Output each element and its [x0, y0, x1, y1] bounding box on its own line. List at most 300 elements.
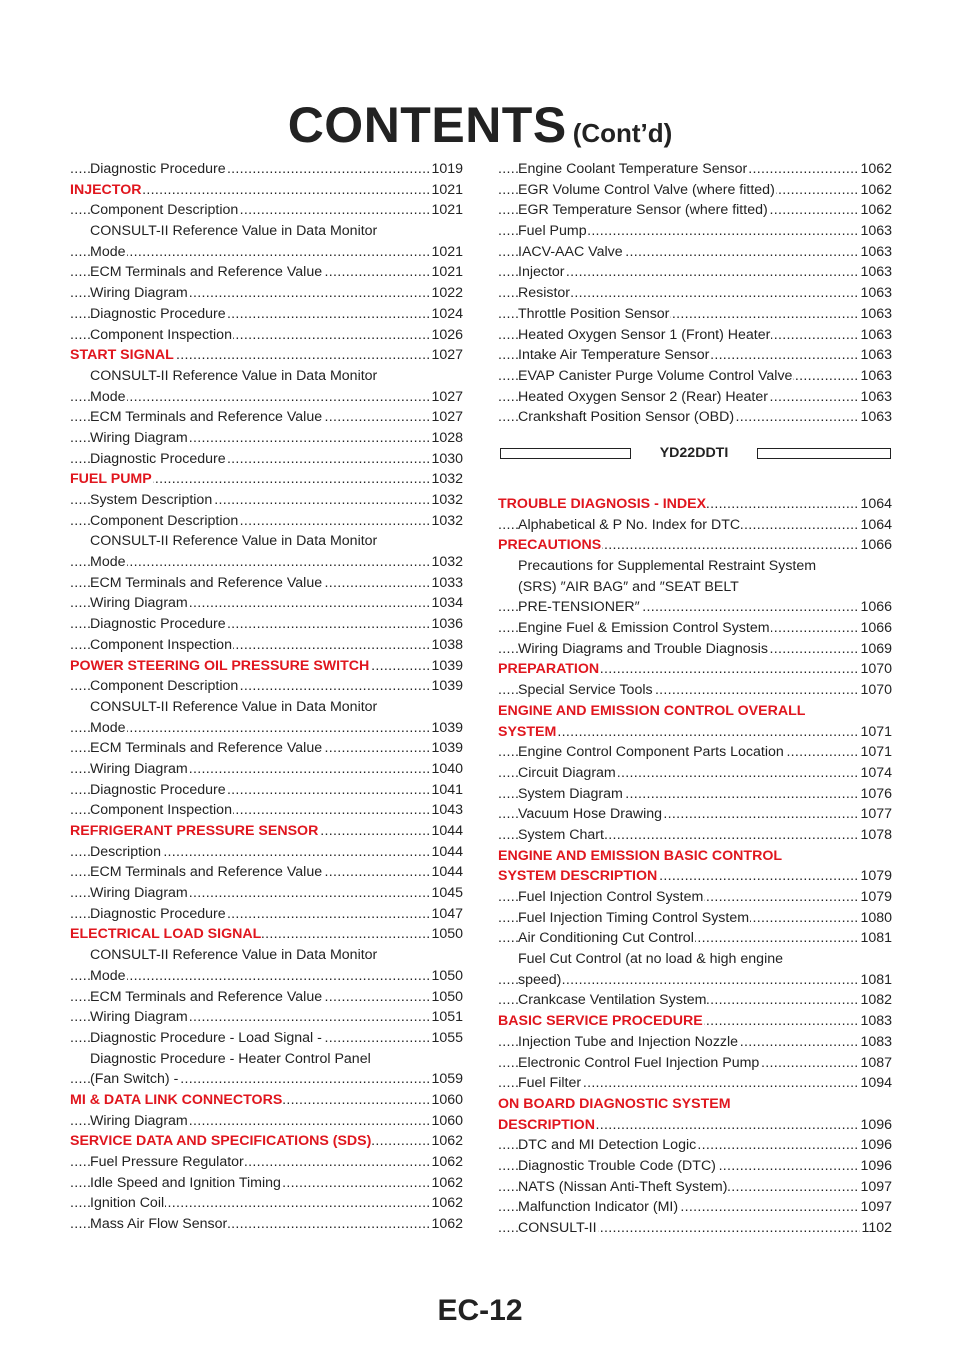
toc-entry-page: 1039 — [430, 718, 463, 739]
toc-entry-title: Engine Coolant Temperature Sensor — [518, 161, 748, 177]
toc-entry — [70, 428, 463, 449]
toc-entry-title: Crankcase Ventilation System — [518, 992, 707, 1009]
toc-entry — [70, 1069, 463, 1090]
toc-entry — [498, 304, 892, 325]
toc-entry — [70, 738, 463, 759]
toc-entry-page: 1032 — [430, 511, 463, 532]
toc-section-entry[interactable] — [70, 821, 463, 842]
toc-entry-title: ECM Terminals and Reference Value — [90, 574, 323, 591]
toc-entry-title: FUEL PUMP — [70, 471, 152, 488]
toc-entry — [498, 283, 892, 304]
toc-section-entry[interactable] — [498, 1115, 892, 1136]
toc-entry-title: PRE-TENSIONER″ — [518, 599, 640, 616]
toc-entry-title: Fuel Pressure Regulator — [90, 1154, 244, 1170]
toc-entry-title: Electronic Control Fuel Injection Pump — [518, 1054, 760, 1071]
toc-entry — [498, 804, 892, 825]
toc-entry — [70, 614, 463, 635]
toc-entry-title: START SIGNAL — [70, 347, 174, 364]
toc-entry-title: (SRS) ″AIR BAG″ and ″SEAT BELT — [518, 578, 739, 595]
toc-entry-title: ECM Terminals and Reference Value — [90, 409, 323, 426]
toc-entry — [498, 990, 892, 1011]
toc-entry — [70, 200, 463, 221]
toc-entry-page: 1066 — [859, 597, 892, 618]
toc-entry-page: 1041 — [430, 780, 463, 801]
toc-section-entry[interactable] — [498, 846, 892, 867]
toc-entry-title: Throttle Position Sensor — [518, 305, 670, 322]
toc-entry-title: Description — [90, 843, 161, 860]
toc-entry-page: 1102 — [860, 1218, 892, 1239]
toc-entry-page: 1036 — [430, 614, 463, 635]
toc-entry — [498, 887, 892, 908]
toc-entry-title: Special Service Tools — [518, 682, 653, 699]
toc-entry-page: 1021 — [430, 262, 463, 283]
toc-entry-title: SYSTEM — [498, 723, 557, 740]
toc-section-entry[interactable] — [498, 1011, 892, 1032]
toc-entry-page: 1070 — [859, 659, 892, 680]
toc-entry-page: 1080 — [859, 908, 892, 929]
toc-entry-page: 1070 — [859, 680, 892, 701]
toc-entry-page: 1045 — [430, 883, 463, 904]
toc-entry-title: Ignition Coil — [90, 1195, 165, 1212]
toc-entry-title: Mode — [90, 243, 126, 260]
toc-entry-page: 1081 — [859, 970, 892, 991]
toc-entry — [498, 1197, 892, 1218]
toc-entry-title: Engine Control Component Parts Location — [518, 744, 784, 761]
section-label: YD22DDTI — [659, 444, 729, 461]
toc-entry — [498, 242, 892, 263]
section-divider-right-bar — [757, 448, 891, 459]
toc-entry — [498, 325, 892, 346]
toc-entry-title: Wiring Diagrams and Trouble Diagnosis — [518, 640, 768, 657]
toc-entry-page: 1039 — [430, 656, 463, 677]
toc-entry-page: 1064 — [859, 494, 892, 515]
toc-entry-page: 1063 — [859, 407, 892, 428]
toc-entry-page: 1094 — [859, 1073, 892, 1094]
toc-entry — [498, 1218, 892, 1239]
toc-entry — [498, 159, 892, 180]
toc-section-entry[interactable] — [70, 469, 463, 490]
toc-entry-page: 1087 — [859, 1053, 892, 1074]
toc-section-entry[interactable] — [70, 656, 463, 677]
toc-entry-page: 1083 — [859, 1032, 892, 1053]
toc-entry-title: EGR Volume Control Valve (where fitted) — [518, 181, 775, 198]
toc-entry — [498, 784, 892, 805]
toc-entry — [70, 552, 463, 573]
toc-section-entry[interactable] — [498, 701, 892, 722]
toc-entry — [70, 987, 463, 1008]
toc-entry-title: CONSULT-II — [518, 1220, 597, 1236]
toc-entry-title: Diagnostic Procedure - Heater Control Panel — [90, 1050, 371, 1067]
toc-entry-page: 1097 — [859, 1177, 892, 1198]
toc-entry-page: 1062 — [430, 1214, 463, 1235]
toc-entry — [70, 697, 463, 718]
toc-entry — [70, 635, 463, 656]
toc-entry-title: Fuel Filter — [518, 1075, 582, 1092]
toc-entry-title: EVAP Canister Purge Volume Control Valve — [518, 367, 793, 384]
toc-entry — [70, 511, 463, 532]
toc-entry-title: PRECAUTIONS — [498, 537, 602, 554]
toc-entry-page: 1083 — [859, 1011, 892, 1032]
toc-entry-title: Wiring Diagram — [90, 1009, 188, 1026]
toc-entry-page: 1055 — [430, 1028, 463, 1049]
toc-entry-page: 1034 — [430, 593, 463, 614]
toc-entry-page: 1021 — [430, 180, 463, 201]
toc-entry-page: 1064 — [859, 515, 892, 536]
toc-entry — [70, 1007, 463, 1028]
toc-entry-title: Resistor — [518, 285, 571, 302]
toc-entry — [498, 556, 892, 577]
toc-entry-page: 1063 — [859, 242, 892, 263]
toc-entry-title: ECM Terminals and Reference Value — [90, 988, 323, 1005]
toc-entry-title: Air Conditioning Cut Control — [518, 930, 694, 947]
toc-entry-page: 1071 — [859, 722, 892, 743]
toc-entry — [70, 780, 463, 801]
toc-entry-page: 1063 — [859, 221, 892, 242]
toc-entry — [498, 742, 892, 763]
toc-section-entry[interactable] — [70, 180, 463, 201]
toc-entry-title: Intake Air Temperature Sensor — [518, 347, 710, 364]
toc-entry-page: 1066 — [859, 535, 892, 556]
toc-entry — [498, 200, 892, 221]
toc-entry-title: SYSTEM DESCRIPTION — [498, 868, 658, 885]
toc-entry-title: ECM Terminals and Reference Value — [90, 264, 323, 281]
toc-entry-title: Diagnostic Procedure — [90, 616, 226, 633]
toc-entry-title: System Diagram — [518, 785, 623, 802]
toc-entry-page: 1062 — [430, 1131, 463, 1152]
toc-entry — [70, 573, 463, 594]
toc-entry — [498, 1156, 892, 1177]
toc-entry — [70, 1214, 463, 1235]
toc-entry-title: Wiring Diagram — [90, 285, 188, 302]
toc-entry — [70, 718, 463, 739]
toc-entry-page: 1079 — [859, 866, 892, 887]
toc-entry-title: Precautions for Supplemental Restraint System — [518, 558, 817, 574]
toc-entry-page: 1062 — [859, 159, 892, 180]
toc-entry-page: 1027 — [430, 345, 463, 366]
toc-entry — [70, 1193, 463, 1214]
toc-entry-page: 1039 — [430, 738, 463, 759]
toc-entry-title: speed) — [518, 971, 562, 988]
toc-entry-title: Component Inspection — [90, 326, 232, 343]
toc-entry-page: 1071 — [859, 742, 892, 763]
toc-entry-title: Fuel Cut Control (at no load & high engine — [518, 951, 783, 968]
toc-entry-page: 1044 — [430, 862, 463, 883]
toc-entry-title: CONSULT-II Reference Value in Data Monitor — [90, 367, 378, 384]
toc-entry-title: Wiring Diagram — [90, 429, 188, 446]
toc-entry-title: Diagnostic Trouble Code (DTC) — [518, 1157, 716, 1174]
toc-entry — [70, 159, 463, 180]
toc-entry-page: 1076 — [859, 784, 892, 805]
toc-section-entry[interactable] — [70, 1131, 463, 1152]
toc-entry — [498, 1135, 892, 1156]
toc-entry-title: Mode — [90, 388, 126, 405]
toc-entry-title: Mode — [90, 554, 126, 571]
toc-entry-title: ON BOARD DIAGNOSTIC SYSTEM — [498, 1095, 731, 1112]
toc-entry — [70, 366, 463, 387]
toc-entry — [70, 883, 463, 904]
toc-entry — [498, 1053, 892, 1074]
toc-entry-title: Heated Oxygen Sensor 1 (Front) Heater — [518, 326, 771, 343]
toc-entry — [498, 639, 892, 660]
toc-entry-title: CONSULT-II Reference Value in Data Monitor — [90, 223, 378, 240]
toc-entry — [498, 180, 892, 201]
toc-entry-page: 1027 — [430, 387, 463, 408]
toc-entry-page: 1021 — [430, 242, 463, 263]
toc-entry-page: 1039 — [430, 676, 463, 697]
toc-entry-page: 1097 — [859, 1197, 892, 1218]
toc-entry-page: 1063 — [859, 325, 892, 346]
toc-entry-title: CONSULT-II Reference Value in Data Monitor — [90, 947, 378, 964]
toc-entry-page: 1082 — [859, 990, 892, 1011]
toc-section-entry[interactable] — [498, 659, 892, 680]
toc-entry-title: ECM Terminals and Reference Value — [90, 864, 323, 881]
toc-entry-title: Diagnostic Procedure — [90, 305, 226, 322]
toc-entry-title: Wiring Diagram — [90, 885, 188, 902]
toc-entry — [70, 800, 463, 821]
page-number-footer: EC-12 — [437, 1294, 523, 1327]
toc-entry — [498, 908, 892, 929]
toc-entry-title: (Fan Switch) - — [90, 1071, 179, 1088]
toc-entry-page: 1063 — [859, 345, 892, 366]
toc-section-entry[interactable] — [70, 1090, 463, 1111]
toc-entry — [498, 515, 892, 536]
toc-entry-title: Diagnostic Procedure — [90, 161, 226, 177]
toc-section-entry[interactable] — [70, 345, 463, 366]
toc-entry — [70, 221, 463, 242]
page-title — [0, 96, 960, 154]
toc-right-top — [498, 159, 892, 428]
toc-entry-page: 1051 — [430, 1007, 463, 1028]
toc-entry — [498, 407, 892, 428]
toc-entry-page: 1062 — [430, 1152, 463, 1173]
toc-entry-title: ENGINE AND EMISSION CONTROL OVERALL — [498, 702, 806, 719]
toc-entry-title: Fuel Injection Control System — [518, 889, 704, 905]
toc-entry-page: 1062 — [859, 180, 892, 201]
toc-entry — [498, 928, 892, 949]
toc-entry-page: 1032 — [430, 490, 463, 511]
toc-entry-title: Mode — [90, 967, 126, 984]
toc-entry-title: Heated Oxygen Sensor 2 (Rear) Heater — [518, 388, 768, 405]
toc-entry-title: PREPARATION — [498, 661, 600, 678]
toc-entry-title: Component Description — [90, 512, 239, 529]
toc-entry-title: Diagnostic Procedure — [90, 905, 226, 922]
toc-entry-title: Crankshaft Position Sensor (OBD) — [518, 409, 735, 426]
toc-entry-title: MI & DATA LINK CONNECTORS — [70, 1091, 283, 1108]
toc-entry-title: SERVICE DATA AND SPECIFICATIONS (SDS) — [70, 1133, 372, 1150]
toc-entry-title: BASIC SERVICE PROCEDURE — [498, 1013, 703, 1030]
toc-entry-page: 1096 — [859, 1135, 892, 1156]
toc-entry-title: Engine Fuel & Emission Control System — [518, 620, 770, 637]
toc-entry — [70, 283, 463, 304]
toc-entry-page: 1047 — [430, 904, 463, 925]
toc-entry-page: 1044 — [430, 842, 463, 863]
toc-entry — [498, 262, 892, 283]
toc-entry-title: ECM Terminals and Reference Value — [90, 740, 323, 757]
toc-entry-page: 1026 — [430, 325, 463, 346]
toc-entry-page: 1060 — [430, 1090, 463, 1111]
toc-entry-title: IACV-AAC Valve — [518, 243, 623, 260]
toc-entry-page: 1081 — [859, 928, 892, 949]
toc-entry — [498, 825, 892, 846]
toc-entry-title: Injector — [518, 264, 565, 281]
toc-section-entry[interactable] — [70, 924, 463, 945]
toc-entry-title: ENGINE AND EMISSION BASIC CONTROL — [498, 847, 783, 864]
toc-entry-page: 1027 — [430, 407, 463, 428]
toc-entry-title: Mass Air Flow Sensor — [90, 1216, 228, 1233]
toc-entry-page: 1062 — [430, 1173, 463, 1194]
toc-entry-page: 1059 — [430, 1069, 463, 1090]
toc-entry — [498, 366, 892, 387]
toc-entry-page: 1063 — [859, 387, 892, 408]
toc-section-entry[interactable] — [498, 535, 892, 556]
toc-entry — [498, 970, 892, 991]
toc-entry-page: 1050 — [430, 966, 463, 987]
toc-entry-page: 1060 — [430, 1111, 463, 1132]
toc-entry-page: 1062 — [859, 200, 892, 221]
toc-entry-page: 1074 — [859, 763, 892, 784]
toc-entry-title: CONSULT-II Reference Value in Data Monitor — [90, 698, 378, 715]
toc-entry — [70, 407, 463, 428]
toc-entry-title: Component Inspection — [90, 636, 232, 653]
toc-entry-title: Component Inspection — [90, 802, 232, 819]
toc-entry-page: 1021 — [430, 200, 463, 221]
toc-entry-page: 1032 — [430, 552, 463, 573]
toc-entry-title: NATS (Nissan Anti-Theft System) — [518, 1178, 728, 1195]
toc-entry-title: Circuit Diagram — [518, 764, 616, 781]
toc-entry — [498, 763, 892, 784]
toc-entry-title: EGR Temperature Sensor (where fitted) — [518, 202, 768, 219]
toc-entry-page: 1077 — [859, 804, 892, 825]
toc-entry — [498, 680, 892, 701]
toc-entry-title: Wiring Diagram — [90, 1112, 188, 1129]
toc-entry-title: ELECTRICAL LOAD SIGNAL — [70, 926, 262, 943]
toc-entry-title: DTC and MI Detection Logic — [518, 1137, 697, 1154]
toc-entry-title: Idle Speed and Ignition Timing — [90, 1174, 281, 1191]
toc-entry-title: INJECTOR — [70, 181, 142, 198]
toc-right-bottom — [498, 494, 892, 1239]
toc-entry-page: 1022 — [430, 283, 463, 304]
toc-entry — [70, 1049, 463, 1070]
toc-entry-page: 1038 — [430, 635, 463, 656]
toc-entry — [70, 1111, 463, 1132]
toc-entry-page: 1063 — [859, 304, 892, 325]
toc-entry-title: Diagnostic Procedure — [90, 781, 226, 798]
toc-entry — [498, 618, 892, 639]
toc-entry-page: 1079 — [859, 887, 892, 908]
toc-entry-page: 1024 — [430, 304, 463, 325]
toc-entry-title: Diagnostic Procedure — [90, 450, 226, 467]
toc-entry-title: REFRIGERANT PRESSURE SENSOR — [70, 823, 319, 839]
toc-entry-title: Fuel Injection Timing Control System — [518, 909, 750, 926]
toc-entry-page: 1040 — [430, 759, 463, 780]
toc-entry — [70, 325, 463, 346]
toc-entry — [70, 966, 463, 987]
toc-entry-title: Component Description — [90, 678, 239, 695]
toc-entry-page: 1050 — [430, 924, 463, 945]
toc-entry-page: 1019 — [430, 159, 463, 180]
toc-entry-title: POWER STEERING OIL PRESSURE SWITCH — [70, 657, 370, 674]
toc-entry — [498, 577, 892, 598]
toc-entry-page: 1063 — [859, 262, 892, 283]
toc-entry-page: 1069 — [859, 639, 892, 660]
toc-entry — [498, 1073, 892, 1094]
toc-entry — [70, 945, 463, 966]
toc-section-entry[interactable] — [498, 866, 892, 887]
toc-entry-page: 1096 — [859, 1156, 892, 1177]
title-main: CONTENTS — [287, 97, 567, 153]
toc-entry-page: 1044 — [430, 821, 463, 842]
toc-entry-page: 1030 — [430, 449, 463, 470]
toc-entry — [70, 1173, 463, 1194]
toc-entry — [70, 1152, 463, 1173]
title-subtitle: (Cont’d) — [572, 118, 673, 148]
toc-entry-title: DESCRIPTION — [498, 1116, 595, 1133]
toc-entry-title: Mode — [90, 719, 126, 736]
toc-entry-page: 1066 — [859, 618, 892, 639]
toc-section-entry[interactable] — [498, 722, 892, 743]
toc-entry-title: Component Description — [90, 202, 239, 219]
toc-entry-page: 1050 — [430, 987, 463, 1008]
toc-entry — [498, 345, 892, 366]
toc-entry-title: Malfunction Indicator (MI) — [518, 1199, 679, 1216]
toc-entry — [70, 1028, 463, 1049]
toc-entry-page: 1028 — [430, 428, 463, 449]
toc-entry-title: Wiring Diagram — [90, 595, 188, 612]
toc-entry-page: 1096 — [859, 1115, 892, 1136]
toc-entry-page: 1078 — [859, 825, 892, 846]
toc-entry — [70, 862, 463, 883]
toc-entry-title: Injection Tube and Injection Nozzle — [518, 1033, 739, 1050]
toc-entry — [70, 676, 463, 697]
toc-entry — [498, 597, 892, 618]
toc-entry — [70, 531, 463, 552]
toc-entry-page: 1043 — [430, 800, 463, 821]
toc-entry — [70, 490, 463, 511]
toc-entry — [498, 949, 892, 970]
toc-entry-title: Alphabetical & P No. Index for DTC — [518, 516, 741, 533]
toc-entry — [70, 387, 463, 408]
toc-entry-page: 1062 — [430, 1193, 463, 1214]
toc-entry — [498, 1177, 892, 1198]
toc-entry-page: 1032 — [430, 469, 463, 490]
toc-section-entry[interactable] — [498, 494, 892, 515]
toc-entry-title: System Description — [90, 492, 213, 508]
toc-entry — [70, 759, 463, 780]
toc-entry-title: System Chart — [518, 826, 604, 843]
toc-entry — [70, 449, 463, 470]
toc-left-column — [70, 159, 463, 1235]
toc-entry — [498, 1032, 892, 1053]
toc-entry — [70, 262, 463, 283]
toc-entry — [70, 304, 463, 325]
toc-entry-title: TROUBLE DIAGNOSIS - INDEX — [498, 495, 707, 512]
section-divider — [498, 442, 892, 494]
toc-right-column — [498, 159, 892, 1239]
toc-entry-page: 1063 — [859, 366, 892, 387]
toc-entry-page: 1033 — [430, 573, 463, 594]
toc-section-entry[interactable] — [498, 1094, 892, 1115]
toc-entry-title: Diagnostic Procedure - Load Signal - — [90, 1029, 322, 1046]
toc-entry-page: 1063 — [859, 283, 892, 304]
toc-entry-title: CONSULT-II Reference Value in Data Monitor — [90, 533, 378, 550]
section-divider-left-bar — [500, 448, 631, 459]
toc-entry — [70, 593, 463, 614]
toc-entry — [498, 387, 892, 408]
toc-entry-title: Wiring Diagram — [90, 760, 188, 777]
toc-entry — [70, 242, 463, 263]
toc-entry — [70, 904, 463, 925]
toc-entry-title: Fuel Pump — [518, 223, 587, 240]
